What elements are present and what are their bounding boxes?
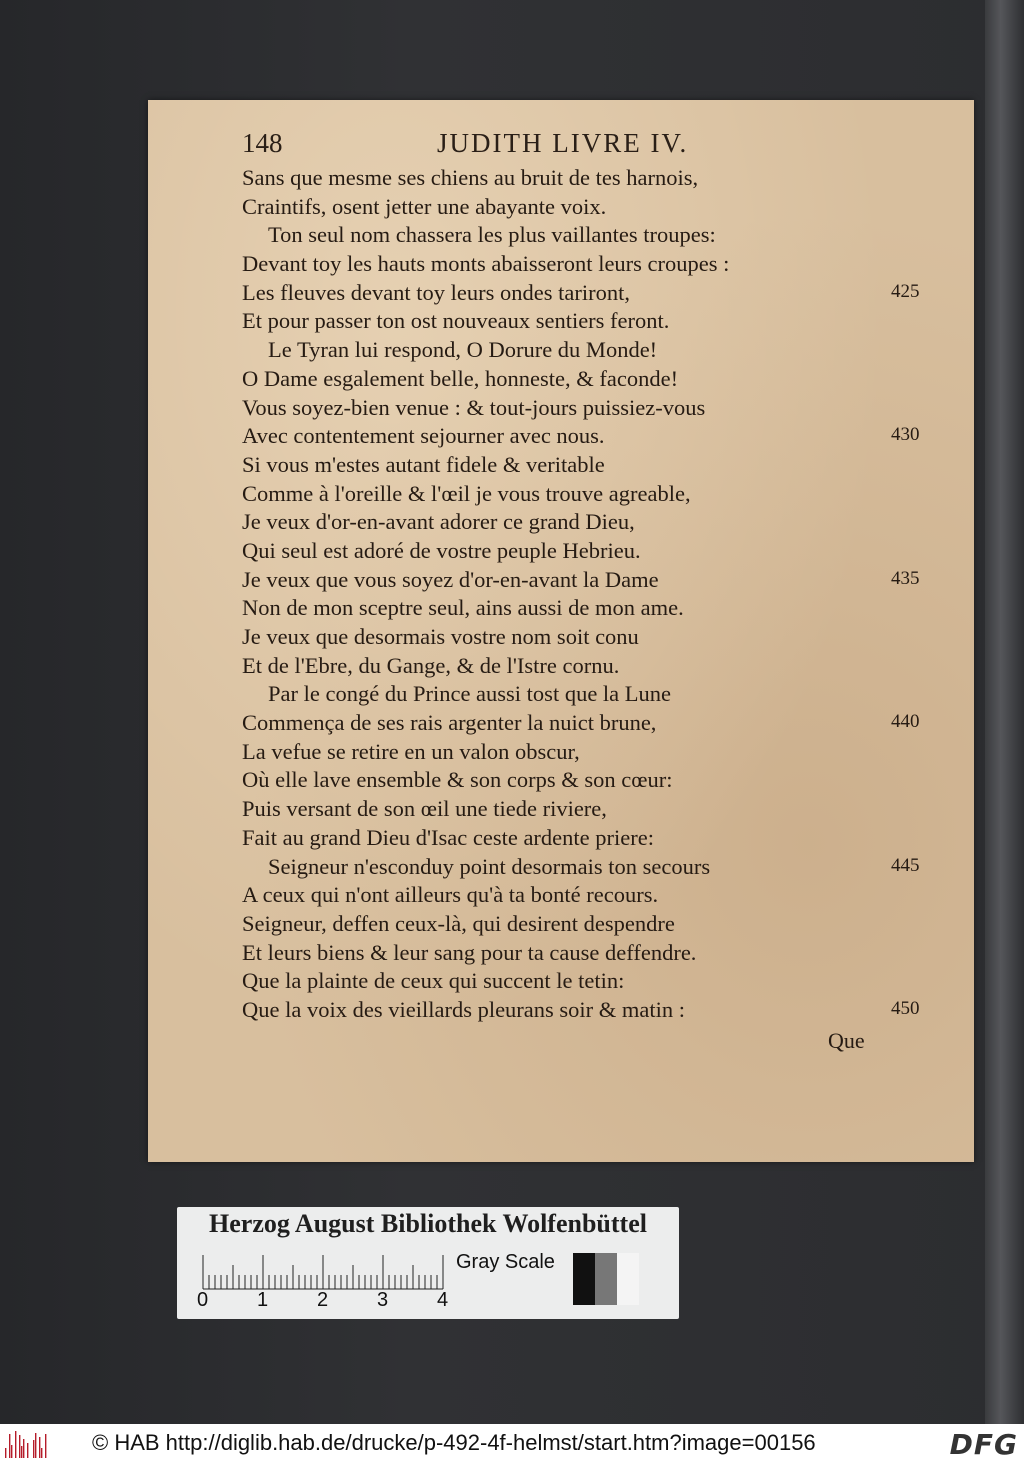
logo-bar (27, 1443, 28, 1458)
logo-bar (33, 1440, 34, 1458)
gray-scale-label: Gray Scale (456, 1251, 555, 1273)
verse-line: Qui seul est adoré de vostre peuple Hebrieu. (242, 537, 641, 563)
source-url-text[interactable]: © HAB http://diglib.hab.de/drucke/p-492-4f-helmst/start.htm?image=00156 (92, 1430, 816, 1455)
verse-text (242, 164, 882, 1025)
verse-line-number: 430 (891, 424, 920, 446)
verse-line: Je veux d'or-en-avant adorer ce grand Dieu, (242, 509, 635, 535)
verse-line: Commença de ses rais argenter la nuict brune, (242, 710, 657, 736)
verse-line: Seigneur n'esconduy point desormais ton secours (268, 853, 711, 879)
logo-bar (45, 1434, 46, 1458)
verse-line-number: 450 (891, 998, 920, 1020)
gray-swatches (573, 1253, 639, 1305)
catchword: Que (828, 1028, 865, 1053)
page-folio: 148 (242, 128, 283, 158)
verse-line: Ton seul nom chassera les plus vaillantes troupes: (268, 222, 716, 248)
ruler-number: 0 (197, 1289, 209, 1311)
verse-line: Et pour passer ton ost nouveaux sentiers feront. (242, 308, 670, 334)
verse-line-number: 435 (891, 567, 920, 589)
verse-line: O Dame esgalement belle, honneste, & faconde! (242, 365, 679, 391)
verse-line: Craintifs, osent jetter une abayante voix. (242, 193, 607, 219)
verse-line: Et de l'Ebre, du Gange, & de l'Istre cornu. (242, 652, 620, 678)
logo-bar (39, 1437, 40, 1458)
verse-line: Je veux que desormais vostre nom soit conu (242, 624, 639, 649)
logo-bar (9, 1434, 10, 1458)
facing-page-edge (985, 0, 1024, 1424)
ruler-number: 3 (377, 1289, 389, 1311)
gray-swatch (617, 1253, 639, 1305)
verse-line-number: 445 (891, 854, 920, 876)
logo-bar (23, 1439, 24, 1458)
verse-line: A ceux qui n'ont ailleurs qu'à ta bonté recours. (242, 882, 659, 908)
verse-line: Que la voix des vieillards pleurans soir & matin : (242, 996, 686, 1022)
verse-line: Puis versant de son œil une tiede riviere, (242, 796, 607, 822)
verse-line: Vous soyez-bien venue : & tout-jours puissiez-vous (242, 394, 706, 420)
verse-line: Je veux que vous soyez d'or-en-avant la Dame (242, 566, 659, 592)
verse-line: Devant toy les hauts monts abaisseront leurs croupes : (242, 251, 730, 277)
ruler-numbers (197, 1289, 457, 1313)
verse-line: Que la plainte de ceux qui succent le tetin: (242, 968, 625, 994)
ruler-number: 1 (257, 1289, 269, 1311)
running-title: JUDITH LIVRE IV. (437, 128, 689, 158)
verse-line: Fait au grand Dieu d'Isac ceste ardente priere: (242, 824, 654, 850)
verse-line: Le Tyran lui respond, O Dorure du Monde! (268, 337, 658, 363)
verse-line: Sans que mesme ses chiens au bruit de tes harnois, (242, 165, 699, 190)
color-calibration-card (177, 1207, 679, 1319)
ruler-scale (199, 1253, 449, 1293)
hab-barcode-logo-icon (5, 1428, 47, 1458)
verse-line: La vefue se retire en un valon obscur, (242, 738, 580, 764)
footer-bar (0, 1424, 1024, 1462)
verse-line: Non de mon sceptre seul, ains aussi de mon ame. (242, 595, 684, 621)
ruler-number: 4 (437, 1289, 449, 1311)
logo-bar (35, 1433, 36, 1458)
verse-line: Seigneur, deffen ceux-là, qui desirent despendre (242, 910, 675, 936)
verse-line-number: 425 (891, 280, 920, 302)
gray-swatch (573, 1253, 595, 1305)
logo-bar (19, 1435, 20, 1458)
running-head (242, 128, 914, 162)
logo-bar (41, 1448, 42, 1458)
book-page (148, 100, 974, 1162)
dfg-logo: DFG (949, 1428, 1018, 1461)
logo-bar (21, 1446, 22, 1458)
ruler-number: 2 (317, 1289, 329, 1311)
logo-bar (11, 1445, 12, 1458)
logo-bar (5, 1448, 6, 1458)
verse-line: Comme à l'oreille & l'œil je vous trouve agreable, (242, 480, 691, 506)
library-name: Herzog August Bibliothek Wolfenbüttel (209, 1209, 647, 1238)
verse-line: Où elle lave ensemble & son corps & son cœur: (242, 767, 673, 793)
verse-line: Par le congé du Prince aussi tost que la Lune (268, 681, 672, 707)
verse-line-number: 440 (891, 711, 920, 733)
logo-bar (15, 1431, 16, 1458)
gray-swatch (595, 1253, 617, 1305)
verse-line: Avec contentement sejourner avec nous. (242, 423, 605, 449)
verse-line: Les fleuves devant toy leurs ondes tariront, (242, 279, 631, 305)
verse-line: Et leurs biens & leur sang pour ta cause deffendre. (242, 939, 697, 965)
verse-line: Si vous m'estes autant fidele & veritable (242, 451, 605, 477)
